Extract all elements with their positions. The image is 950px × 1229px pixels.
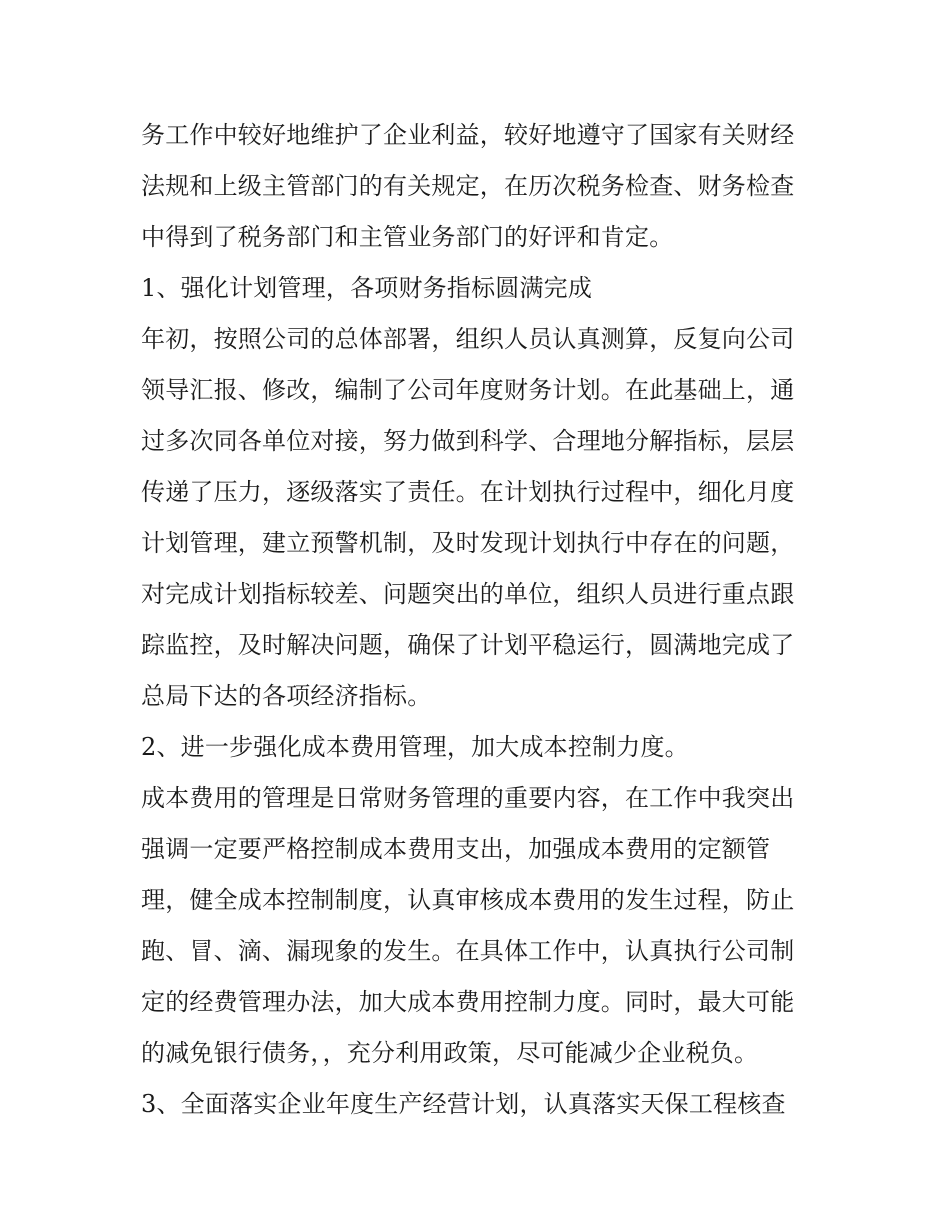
section-heading-2: 2、进一步强化成本费用管理，加大成本控制力度。: [141, 733, 689, 761]
text-line: 成本费用的管理是日常财务管理的重要内容，在工作中我突出: [141, 784, 795, 812]
text-line: 法规和上级主管部门的有关规定，在历次税务检查、财务检查: [141, 172, 795, 200]
text-line: 务工作中较好地维护了企业利益，较好地遵守了国家有关财经: [141, 121, 795, 149]
text-line: 的减免银行债务，，充分利用政策，尽可能减少企业税负。: [141, 1039, 759, 1067]
text-line: 理，健全成本控制制度，认真审核成本费用的发生过程，防止: [141, 886, 795, 914]
text-line: 过多次同各单位对接，努力做到科学、合理地分解指标，层层: [141, 427, 795, 455]
text-line: 定的经费管理办法，加大成本费用控制力度。同时，最大可能: [141, 988, 795, 1016]
text-line: 跑、冒、滴、漏现象的发生。在具体工作中，认真执行公司制: [141, 937, 795, 965]
text-line: 年初，按照公司的总体部署，组织人员认真测算，反复向公司: [141, 325, 795, 353]
text-line: 领导汇报、修改，编制了公司年度财务计划。在此基础上，通: [141, 376, 795, 404]
text-line: 计划管理，建立预警机制，及时发现计划执行中存在的问题，: [141, 529, 795, 557]
text-line: 踪监控，及时解决问题，确保了计划平稳运行，圆满地完成了: [141, 631, 795, 659]
section-heading-3: 3、全面落实企业年度生产经营计划，认真落实天保工程核查: [141, 1090, 786, 1118]
body-text: [141, 110, 821, 1130]
section-heading-1: 1、强化计划管理，各项财务指标圆满完成: [141, 274, 593, 302]
text-line: 强调一定要严格控制成本费用支出，加强成本费用的定额管: [141, 835, 771, 863]
text-line: 中得到了税务部门和主管业务部门的好评和肯定。: [141, 223, 674, 251]
text-line: 传递了压力，逐级落实了责任。在计划执行过程中，细化月度: [141, 478, 795, 506]
text-line: 对完成计划指标较差、问题突出的单位，组织人员进行重点跟: [141, 580, 795, 608]
text-line: 总局下达的各项经济指标。: [141, 682, 432, 710]
